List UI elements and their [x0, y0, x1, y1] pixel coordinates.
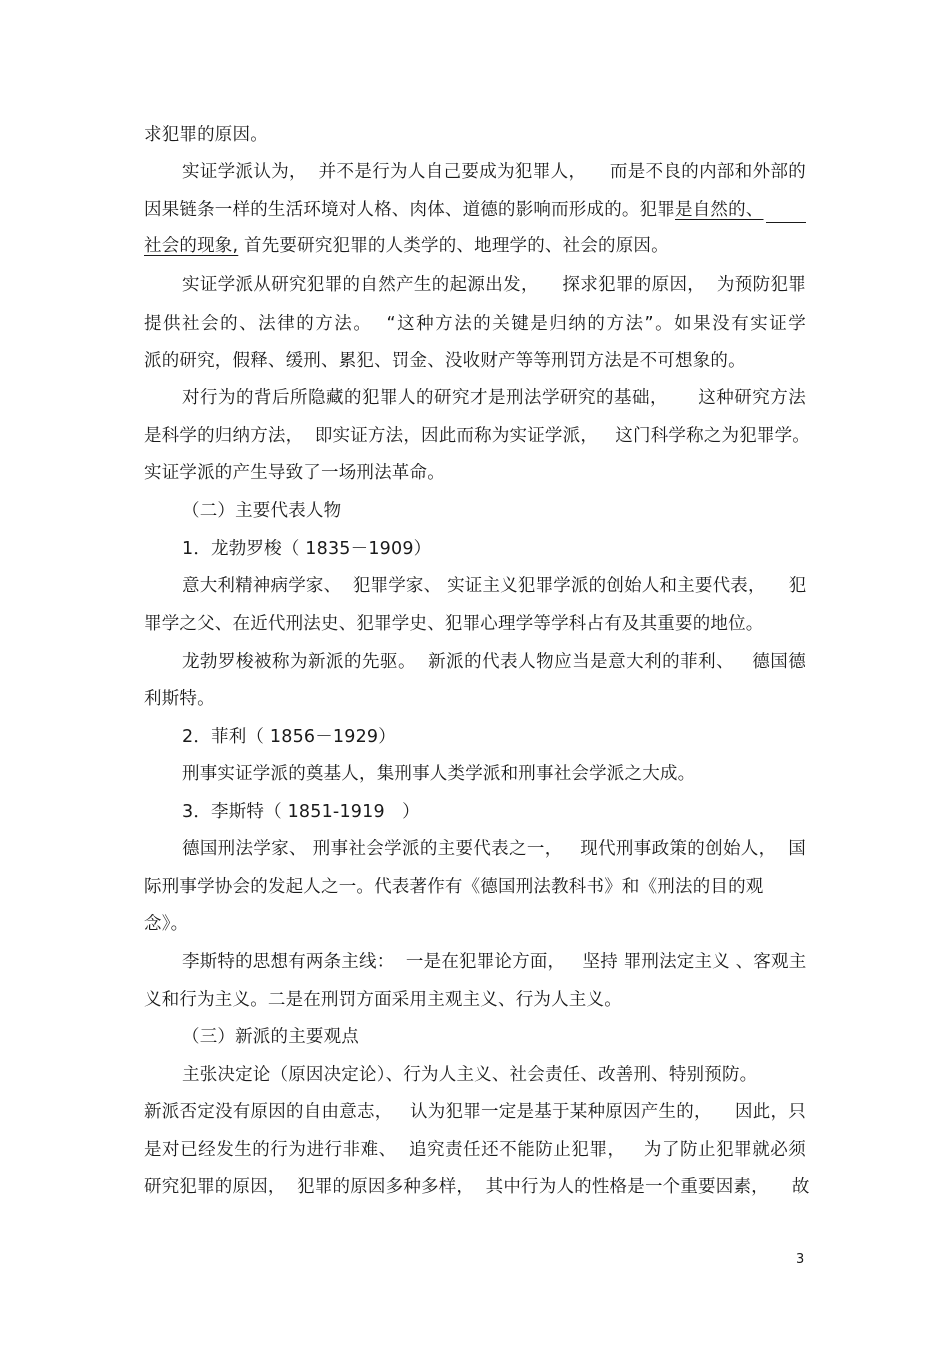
text-line: 李斯特的思想有两条主线： 一是在犯罪论方面， 坚持 罪刑法定主义 、客观主: [182, 952, 807, 972]
text-line: 龙勃罗梭被称为新派的先驱。 新派的代表人物应当是意大利的菲利、 德国德: [182, 652, 806, 672]
text-line: 派的研究，假释、缓刑、累犯、罚金、没收财产等等刑罚方法是不可想象的。: [144, 351, 746, 371]
text-line: 实证学派从研究犯罪的自然产生的起源出发， 探求犯罪的原因， 为预防犯罪: [182, 275, 806, 295]
underlined-text: 是自然的、: [675, 200, 764, 220]
text-line: 实证学派认为， 并不是行为人自己要成为犯罪人， 而是不良的内部和外部的: [182, 162, 806, 182]
text-line: 义和行为主义。二是在刑罚方面采用主观主义、行为人主义。: [144, 990, 622, 1010]
text-line: 对行为的背后所隐藏的犯罪人的研究才是刑法学研究的基础， 这种研究方法: [182, 388, 806, 408]
text-line: [144, 198, 764, 222]
text-line: 际刑事学协会的发起人之一。代表著作有《德国刑法教科书》和《刑法的目的观: [144, 877, 764, 897]
text-segment: 因果链条一样的生活环境对人格、肉体、道德的影响而形成的。犯罪: [144, 200, 675, 220]
underline-rule: [766, 222, 806, 223]
subsection-heading: 3．李斯特（ 1851-1919 ）: [182, 802, 420, 822]
text-line: 求犯罪的原因。: [144, 125, 268, 145]
text-segment: 首先要研究犯罪的人类学的、地理学的、社会的原因。: [238, 236, 669, 256]
text-line: 利斯特。: [144, 689, 215, 709]
text-line: 提供社会的、法律的方法。 “这种方法的关键是归纳的方法”。如果没有实证学: [144, 314, 806, 334]
text-line: [144, 234, 669, 258]
text-line: 是科学的归纳方法， 即实证方法，因此而称为实证学派， 这门科学称之为犯罪学。: [144, 426, 811, 446]
text-line: 罪学之父、在近代刑法史、犯罪学史、犯罪心理学等学科占有及其重要的地位。: [144, 614, 764, 634]
text-line: 念》。: [144, 914, 189, 934]
text-line: 意大利精神病学家、 犯罪学家、 实证主义犯罪学派的创始人和主要代表， 犯: [182, 576, 807, 596]
text-line: 主张决定论（原因决定论）、行为人主义、社会责任、改善刑、特别预防。: [182, 1065, 758, 1085]
text-line: 是对已经发生的行为进行非难、 追究责任还不能防止犯罪， 为了防止犯罪就必须: [144, 1140, 806, 1160]
section-heading: （二）主要代表人物: [182, 501, 342, 521]
subsection-heading: 1．龙勃罗梭（ 1835－1909）: [182, 539, 432, 559]
text-line: 新派否定没有原因的自由意志， 认为犯罪一定是基于某种原因产生的， 因此，只: [144, 1102, 806, 1122]
subsection-heading: 2．菲利（ 1856－1929）: [182, 727, 396, 747]
section-heading: （三）新派的主要观点: [182, 1027, 359, 1047]
underlined-text: 社会的现象,: [144, 236, 239, 256]
page-number: 3: [796, 1252, 805, 1267]
text-line: 实证学派的产生导致了一场刑法革命。: [144, 463, 445, 483]
text-line: 德国刑法学家、 刑事社会学派的主要代表之一， 现代刑事政策的创始人， 国: [182, 839, 806, 859]
text-line: 刑事实证学派的奠基人，集刑事人类学派和刑事社会学派之大成。: [182, 764, 696, 784]
text-line: 研究犯罪的原因， 犯罪的原因多种多样， 其中行为人的性格是一个重要因素， 故: [144, 1177, 810, 1197]
